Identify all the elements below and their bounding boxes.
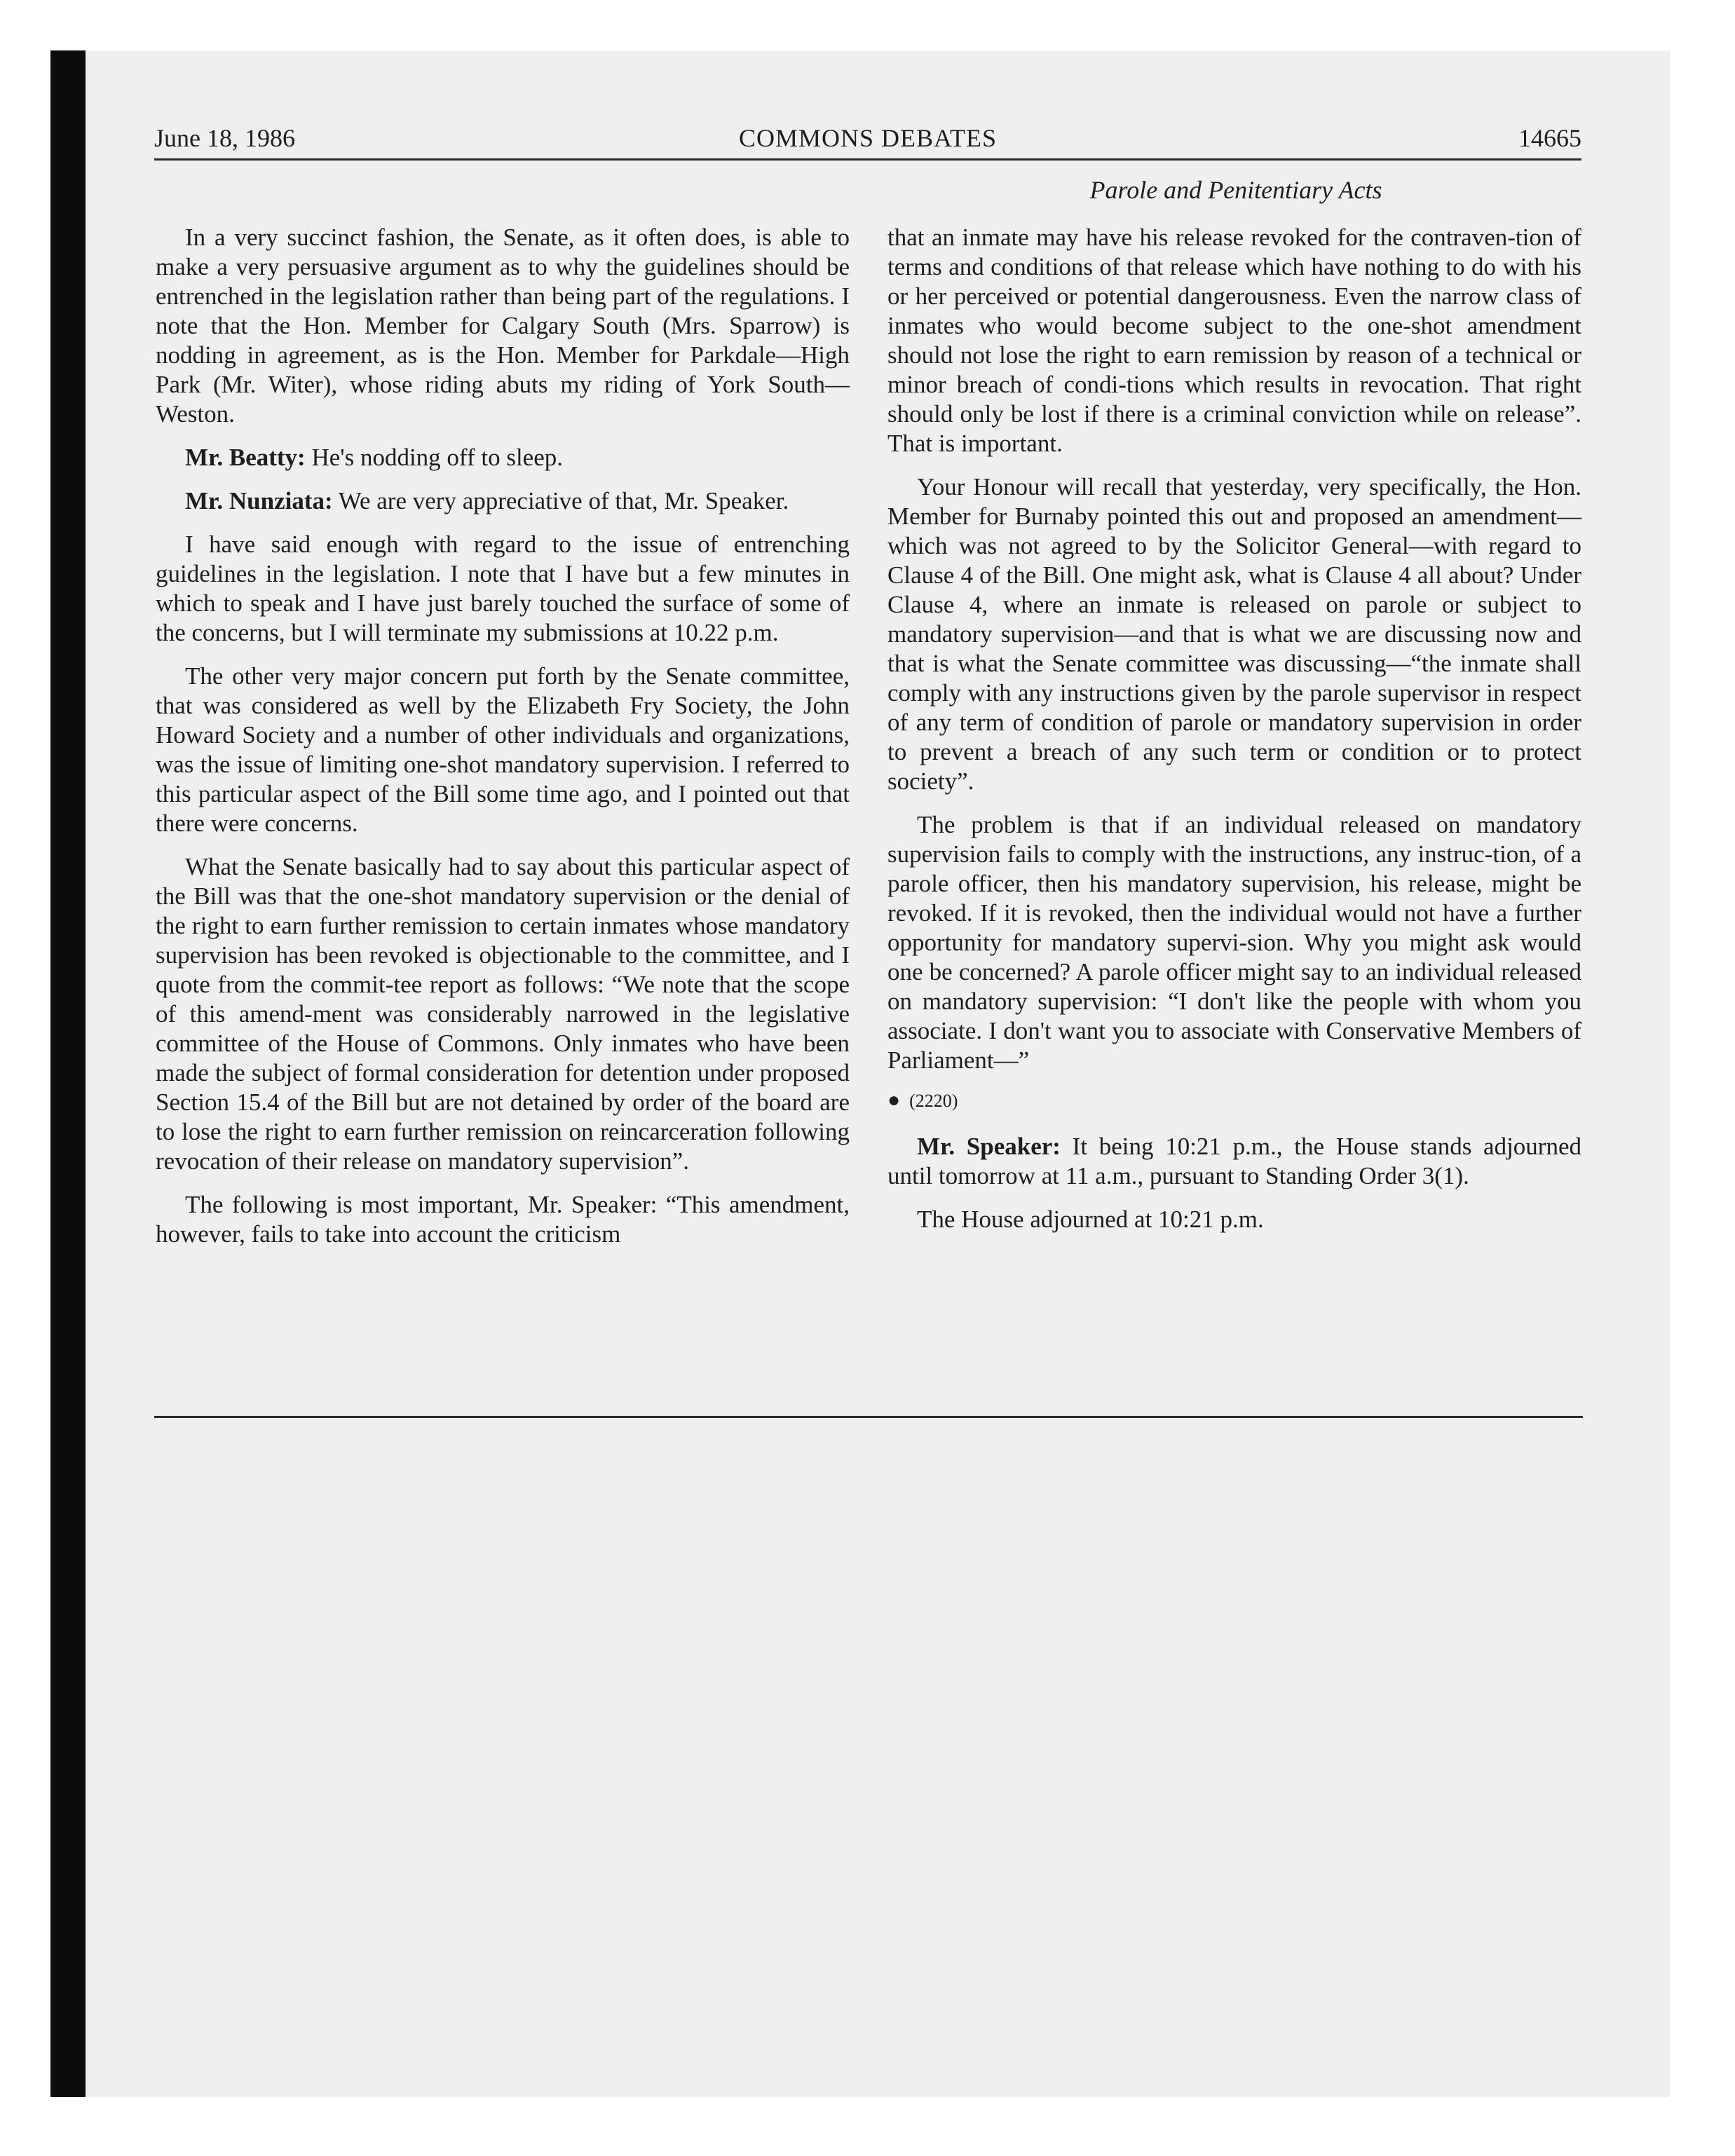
footer-rule (154, 1416, 1583, 1418)
bullet-icon: ● (887, 1089, 901, 1112)
header-rule (154, 158, 1581, 161)
speech-nunziata (156, 486, 850, 516)
scan-edge-shadow (50, 50, 86, 2097)
paragraph: What the Senate basically had to say about this particular aspect of the Bill was that the one-shot mandatory supervision or the denial of the right to earn further remission to certain inmates whose mandatory supervision has been revoked is objectionable to the committee, and I quote from the commit-tee report as follows: “We note that the scope of this amend-ment was considerably narrowed in the legislative committee of the House of Commons. Only inmates who have been made the subject of formal consideration for detention under proposed Section 15.4 of the Bill but are not detained by order of the board are to lose the right to earn further remission on reincarceration following revocation of their release on mandatory supervision”. (156, 853, 850, 1175)
speech-speaker (887, 1132, 1581, 1191)
speaker-name: Mr. Beatty: (185, 444, 306, 471)
header-page-number: 14665 (1518, 124, 1581, 152)
time-marker (887, 1089, 1581, 1112)
header-date: June 18, 1986 (154, 124, 295, 152)
running-head (154, 123, 1581, 153)
section-title: Parole and Penitentiary Acts (1089, 176, 1382, 204)
right-column (887, 223, 1581, 1248)
paragraph: that an inmate may have his release revoked for the contraven-tion of terms and conditions of that release which have nothing to do with his or her perceived or potential dangerousness. Even the narrow class of inmates who would become subject to the one-shot amendment should not lose the right to earn remission by reason of a technical or minor breach of condi-tions which results in revocation. That right should only be lost if there is a criminal conviction while on release”. That is important. (887, 224, 1581, 457)
speaker-name: Mr. Speaker: (917, 1133, 1061, 1160)
paragraph: Your Honour will recall that yesterday, very specifically, the Hon. Member for Burnaby pointed this out and proposed an amendment—which was not agreed to by the Solicitor General—with regard to Clause 4 of the Bill. One might ask, what is Clause 4 all about? Under Clause 4, where an inmate is released on parole or subject to mandatory supervision—and that is what we are discussing now and that is what the Senate committee was discussing—“the inmate shall comply with any instructions given by the parole supervisor in respect of any term of condition of parole or mandatory supervision in order to prevent a breach of any such term or condition or to protect society”. (887, 473, 1581, 795)
paragraph: The problem is that if an individual released on mandatory supervision fails to comply with the instructions, any instruc-tion, of a parole officer, then his mandatory supervision, his release, might be revoked. If it is revoked, then the individual would not have a further opportunity for mandatory supervi-sion. Why you might ask would one be concerned? A parole officer might say to an individual released on mandatory supervision: “I don't like the people with whom you associate. I don't want you to associate with Conservative Members of Parliament—” (887, 811, 1581, 1074)
speech-text: It being 10:21 p.m., the House stands adjourned until tomorrow at 11 a.m., pursuant to Standing Order 3(1). (887, 1133, 1581, 1189)
header-journal-title: COMMONS DEBATES (738, 124, 998, 152)
left-column (156, 223, 850, 1263)
speech-text: He's nodding off to sleep. (305, 444, 563, 471)
paragraph: The following is most important, Mr. Speaker: “This amendment, however, fails to take into account the criticism (156, 1191, 850, 1248)
speech-beatty (156, 443, 850, 472)
paragraph: In a very succinct fashion, the Senate, as it often does, is able to make a very persuasive argument as to why the guidelines should be entrenched in the legislation rather than being part of the regulations. I note that the Hon. Member for Calgary South (Mrs. Sparrow) is nodding in agreement, as is the Hon. Member for Parkdale—High Park (Mr. Witer), whose riding abuts my riding of York South—Weston. (156, 224, 850, 428)
paragraph: I have said enough with regard to the issue of entrenching guidelines in the legislation. I note that I have but a few minutes in which to speak and I have just barely touched the surface of some of the concerns, but I will terminate my submissions at 10.22 p.m. (156, 531, 850, 646)
paragraph: The other very major concern put forth by the Senate committee, that was considered as well by the Elizabeth Fry Society, the John Howard Society and a number of other individuals and organizations, was the issue of limiting one-shot mandatory supervision. I referred to this particular aspect of the Bill some time ago, and I pointed out that there were concerns. (156, 662, 850, 837)
speech-text: We are very appreciative of that, Mr. Speaker. (332, 487, 789, 514)
speaker-name: Mr. Nunziata: (185, 487, 333, 514)
time-marker-text: (2220) (909, 1091, 958, 1111)
adjournment-note: The House adjourned at 10:21 p.m. (917, 1206, 1264, 1233)
